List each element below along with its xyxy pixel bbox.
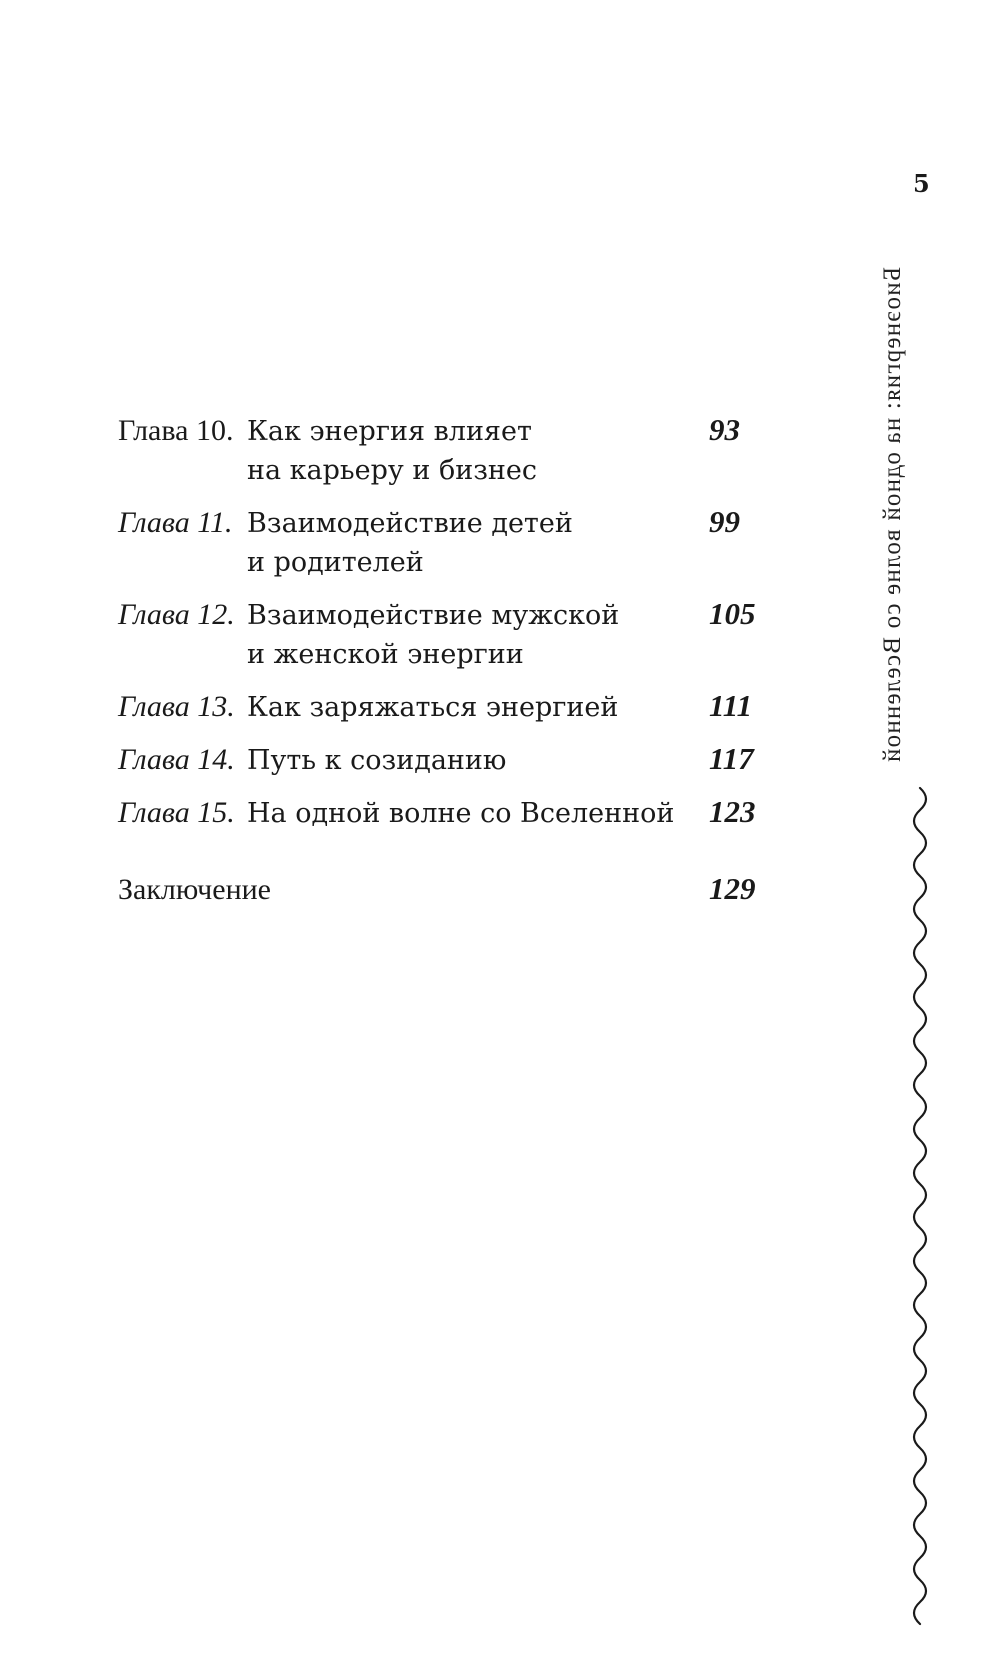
table-of-contents <box>118 410 768 921</box>
chapter-title: Взаимодействие детей <box>247 508 573 539</box>
chapter-label: Глава 10. <box>118 414 234 447</box>
chapter-page-number: 123 <box>709 794 756 829</box>
conclusion-label: Заключение <box>118 873 271 906</box>
chapter-title-continued: на карьеру и бизнес <box>247 455 538 486</box>
chapter-label: Глава 11. <box>118 506 233 539</box>
toc-entry-chapter-15[interactable] <box>118 792 768 833</box>
chapter-label: Глава 15. <box>118 796 235 829</box>
running-head-text: Биоэнергия: на одной волне со Вселенной <box>879 266 906 764</box>
chapter-title: На одной волне со Вселенной <box>247 798 675 829</box>
chapter-title: Как энергия влияет <box>247 416 532 447</box>
toc-line <box>118 869 768 909</box>
toc-entry-chapter-13[interactable] <box>118 686 768 727</box>
chapter-title: Путь к созиданию <box>247 745 507 776</box>
conclusion-page-number: 129 <box>709 871 756 906</box>
toc-line <box>118 502 768 543</box>
chapter-page-number: 111 <box>709 688 753 723</box>
page-number: 5 <box>913 169 930 198</box>
chapter-title: Как заряжаться энергией <box>247 692 619 723</box>
toc-entry-chapter-14[interactable] <box>118 739 768 780</box>
chapter-page-number: 93 <box>709 412 740 447</box>
toc-entry-conclusion[interactable] <box>118 869 768 909</box>
chapter-title-continued: и женской энергии <box>247 639 524 670</box>
toc-line <box>118 686 768 727</box>
toc-line <box>118 594 768 635</box>
toc-entry-chapter-10[interactable] <box>118 410 768 490</box>
toc-entry-chapter-12[interactable] <box>118 594 768 674</box>
chapter-label: Глава 14. <box>118 743 235 776</box>
toc-line <box>118 410 768 451</box>
chapter-label: Глава 13. <box>118 690 235 723</box>
running-head <box>876 255 910 775</box>
toc-line <box>118 792 768 833</box>
toc-entry-chapter-11[interactable] <box>118 502 768 582</box>
chapter-page-number: 117 <box>709 741 754 776</box>
chapter-page-number: 105 <box>709 596 756 631</box>
chapter-label: Глава 12. <box>118 598 235 631</box>
toc-line <box>118 739 768 780</box>
chapter-page-number: 99 <box>709 504 740 539</box>
wavy-line-ornament <box>908 786 932 1646</box>
chapter-title-continued: и родителей <box>247 547 424 578</box>
chapter-title: Взаимодействие мужской <box>247 600 620 631</box>
